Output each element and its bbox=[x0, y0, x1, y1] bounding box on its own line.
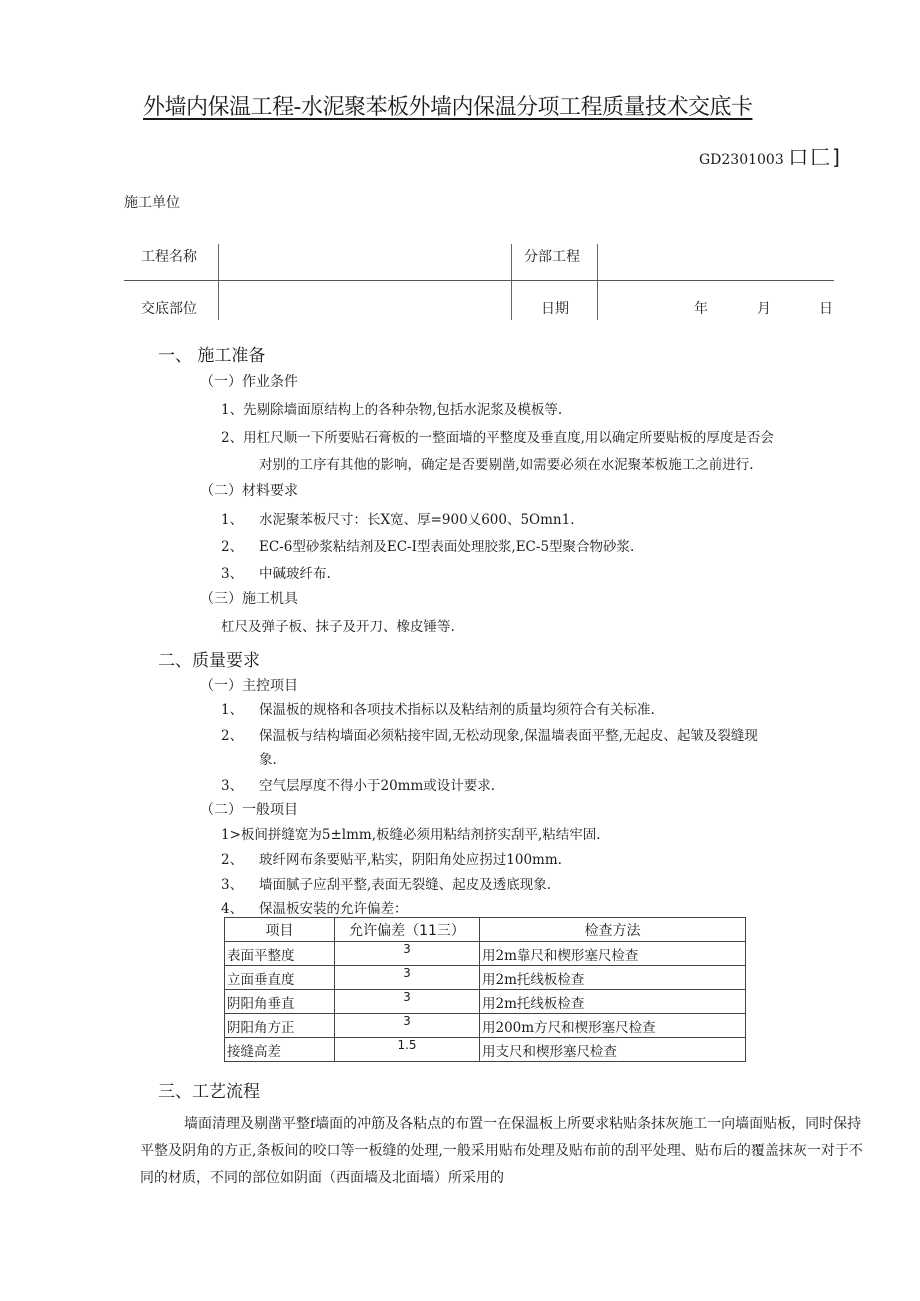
table-cell: 用200m方尺和楔形塞尺检查 bbox=[480, 1014, 746, 1038]
section-1-1-heading: （一）作业条件 bbox=[200, 374, 298, 390]
main-control-item-cont: 象. bbox=[259, 752, 277, 768]
section-1-heading: 一、 施工准备 bbox=[158, 346, 266, 366]
table-header: 检查方法 bbox=[480, 918, 746, 942]
general-item-num: 2、 bbox=[221, 852, 244, 868]
general-item: 墙面腻子应刮平整,表面无裂缝、起皮及透底现象. bbox=[259, 877, 552, 893]
material-item: 中碱玻纤布. bbox=[259, 566, 331, 582]
table-cell: 用支尺和楔形塞尺检查 bbox=[480, 1038, 746, 1062]
tools-text: 杠尺及弹子板、抹子及开刀、橡皮锤等. bbox=[221, 619, 455, 635]
doc-code-number: GD2301003 bbox=[698, 152, 784, 168]
main-control-item: 保温板的规格和各项技术指标以及粘结剂的质量均须符合有关标准. bbox=[259, 702, 655, 718]
general-item-1: 1>板间拼缝宽为5±lmm,板缝必须用粘结剂挤实刮平,粘结牢固. bbox=[221, 827, 601, 843]
table-row bbox=[225, 942, 746, 966]
general-item-num: 4、 bbox=[221, 901, 244, 917]
table-cell: 用2m托线板检查 bbox=[480, 990, 746, 1014]
general-item: 保温板安装的允许偏差： bbox=[259, 901, 408, 917]
table-row bbox=[225, 990, 746, 1014]
handover-part-label: 交底部位 bbox=[141, 301, 197, 317]
material-item-num: 1、 bbox=[221, 512, 244, 528]
divider bbox=[218, 244, 219, 320]
document-code bbox=[699, 141, 842, 170]
main-control-item-num: 2、 bbox=[221, 728, 244, 744]
work-condition-item-2: 2、用杠尺顺一下所要贴石膏板的一整面墙的平整度及垂直度,用以确定所要贴板的厚度是否会 bbox=[221, 430, 774, 446]
material-item-num: 2、 bbox=[221, 539, 244, 555]
table-row bbox=[225, 1014, 746, 1038]
process-flow-paragraph: 墙面清理及剔凿平整f墙面的冲筋及各粘点的布置一在保温板上所要求粘贴条抹灰施工一向墙面贴板，同时保持平整及阴角的方正,条板间的咬口等一板缝的处理,一般采用贴布处理及贴布前的刮平处理、贴布后的覆盖抹灰一对于不同的材质，不同的部位如阴面（西面墙及北面墙）所采用的 bbox=[140, 1116, 863, 1186]
table-cell: 阴阳角垂直 bbox=[225, 990, 335, 1014]
table-cell: 表面平整度 bbox=[225, 942, 335, 966]
month-label: 月 bbox=[757, 301, 771, 317]
table-cell: 3 bbox=[335, 990, 480, 1014]
material-item: 水泥聚苯板尺寸：长X宽、厚=900乂600、5Omn1. bbox=[259, 512, 575, 528]
section-1-2-heading: （二）材料要求 bbox=[200, 483, 298, 499]
table-header-row bbox=[225, 918, 746, 942]
table-header: 项目 bbox=[225, 918, 335, 942]
section-2-heading: 二、质量要求 bbox=[158, 651, 260, 671]
section-2-2-heading: （二）一般项目 bbox=[200, 802, 298, 818]
general-item: 玻纤网布条要贴平,粘实，阴阳角处应拐过100mm. bbox=[259, 852, 562, 868]
section-1-3-heading: （三）施工机具 bbox=[200, 591, 298, 607]
divider bbox=[597, 244, 598, 320]
main-control-item-num: 3、 bbox=[221, 778, 244, 794]
sub-project-label: 分部工程 bbox=[524, 249, 580, 265]
document-title: 外墙内保温工程-水泥聚苯板外墙内保温分项工程质量技术交底卡 bbox=[143, 95, 753, 120]
general-item-num: 3、 bbox=[221, 877, 244, 893]
table-cell: 接缝高差 bbox=[225, 1038, 335, 1062]
divider bbox=[511, 244, 512, 320]
main-control-item: 空气层厚度不得小于20mm或设计要求. bbox=[259, 778, 496, 794]
table-header: 允许偏差（11三） bbox=[335, 918, 480, 942]
work-condition-item-2-cont: 对别的工序有其他的影响，确定是否要剔凿,如需要必须在水泥聚苯板施工之前进行. bbox=[259, 457, 754, 473]
main-control-item-num: 1、 bbox=[221, 702, 244, 718]
tolerance-table bbox=[224, 917, 746, 1062]
project-name-label: 工程名称 bbox=[141, 249, 197, 265]
construction-unit-label: 施工单位 bbox=[124, 195, 180, 211]
header-row-divider bbox=[124, 280, 834, 281]
section-3-heading: 三、工艺流程 bbox=[158, 1082, 260, 1102]
section-2-1-heading: （一）主控项目 bbox=[200, 678, 298, 694]
table-cell: 3 bbox=[335, 942, 480, 966]
table-row bbox=[225, 966, 746, 990]
material-item-num: 3、 bbox=[221, 566, 244, 582]
table-row bbox=[225, 1038, 746, 1062]
day-label: 日 bbox=[819, 301, 833, 317]
table-cell: 3 bbox=[335, 1014, 480, 1038]
table-cell: 阴阳角方正 bbox=[225, 1014, 335, 1038]
work-condition-item-1: 1、先剔除墙面原结构上的各种杂物,包括水泥浆及模板等. bbox=[221, 402, 563, 418]
table-cell: 用2m靠尺和楔形塞尺检查 bbox=[480, 942, 746, 966]
doc-code-suffix: 口匚] bbox=[788, 145, 842, 169]
table-cell: 立面垂直度 bbox=[225, 966, 335, 990]
table-cell: 1.5 bbox=[335, 1038, 480, 1062]
year-label: 年 bbox=[694, 301, 708, 317]
material-item: EC-6型砂浆粘结剂及EC-I型表面处理胶浆,EC-5型聚合物砂浆. bbox=[259, 539, 635, 555]
table-cell: 用2m托线板检查 bbox=[480, 966, 746, 990]
main-control-item: 保温板与结构墙面必须粘接牢固,无松动现象,保温墙表面平整,无起皮、起皱及裂缝现 bbox=[259, 728, 758, 744]
date-label: 日期 bbox=[541, 301, 569, 317]
table-cell: 3 bbox=[335, 966, 480, 990]
